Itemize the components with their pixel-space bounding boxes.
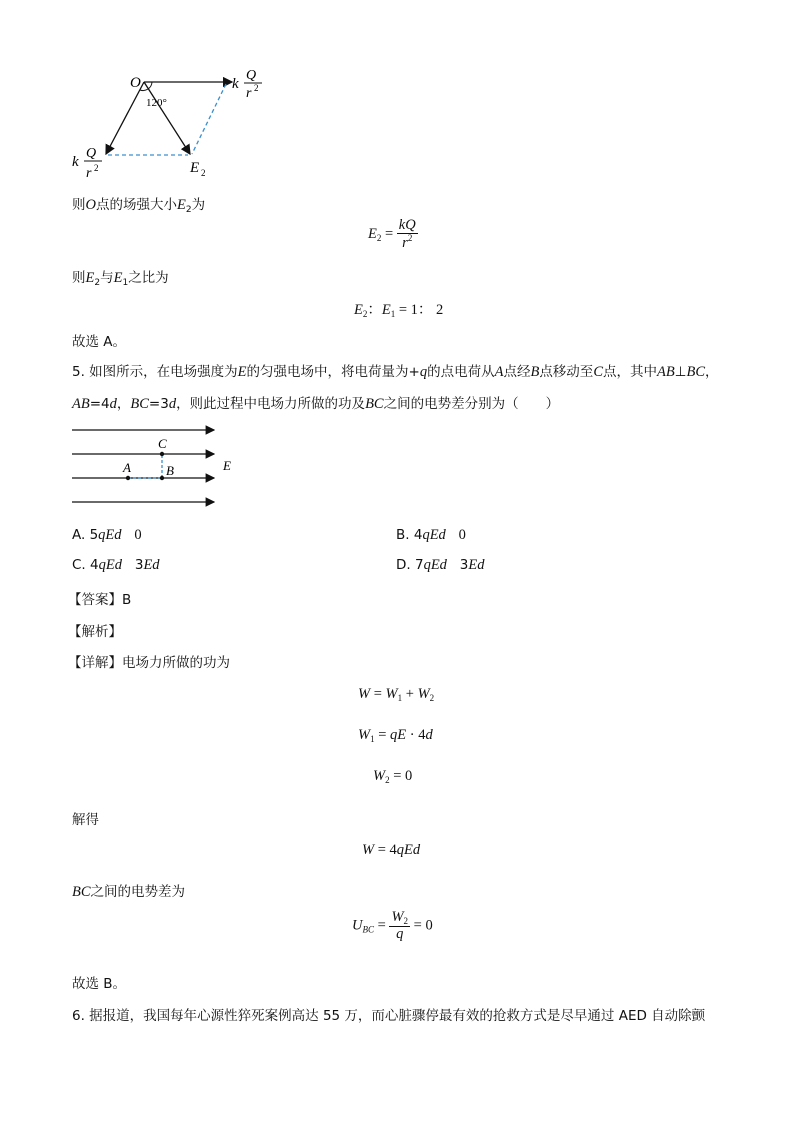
fraction — [397, 218, 418, 251]
q6-stem: 6. 据报道，我国每年心源性猝死案例高达 55 万，而心脏骤停最有效的抢救方式是尽早通过 AED 自动除颤 — [72, 1008, 706, 1024]
text: 之比为 — [128, 270, 169, 286]
q4-answer-line: 故选 A。 — [72, 334, 127, 350]
var-e: E — [381, 302, 391, 318]
equation-w1 — [358, 727, 433, 744]
bc-line — [72, 880, 185, 901]
var-e: E — [85, 270, 95, 286]
var: d — [425, 727, 433, 743]
equation-w2 — [373, 768, 412, 785]
point-b — [160, 476, 164, 480]
var: W — [362, 842, 375, 858]
text: 点移动至 — [539, 364, 594, 380]
subscript: 1 — [390, 309, 396, 319]
subscript: 2 — [376, 233, 382, 244]
equals: = — [381, 226, 397, 243]
var: C — [593, 364, 603, 380]
fraction — [389, 910, 410, 943]
var: qEd — [396, 842, 421, 858]
q5-stem-line2 — [72, 392, 559, 413]
colon: ： — [367, 302, 382, 318]
value: 0 — [134, 527, 142, 543]
text — [122, 527, 135, 543]
subscript: 2 — [362, 309, 368, 319]
var: B — [530, 364, 540, 380]
equals: = — [374, 727, 391, 743]
option-d[interactable] — [396, 557, 485, 574]
var: BC — [130, 396, 149, 412]
var-o: O — [85, 197, 96, 213]
text: 点经 — [503, 364, 531, 380]
subscript: 2 — [185, 205, 192, 215]
text: ，则此过程中电场力所做的功及 — [176, 396, 366, 412]
var: BC — [686, 364, 705, 380]
text: 则 — [72, 197, 86, 213]
var: W — [385, 686, 398, 702]
field-diagram — [68, 420, 248, 515]
dot: · — [406, 727, 419, 743]
text: 为 — [191, 197, 206, 213]
label-a: A — [123, 460, 131, 475]
text: 点，其中 — [602, 364, 657, 380]
rhs: = 0 — [389, 768, 413, 784]
var-e: E — [176, 197, 186, 213]
var: BC — [72, 884, 91, 900]
plus: + — [402, 686, 418, 702]
var: E — [237, 364, 247, 380]
subscript: 2 — [94, 278, 101, 288]
analysis-tag: 【解析】 — [68, 624, 122, 640]
field-diagram-svg — [68, 420, 248, 515]
denominator: q — [396, 926, 404, 943]
label-r-bottom: r — [86, 166, 92, 181]
text — [446, 527, 459, 543]
numerator: kQ — [398, 217, 416, 233]
text: 3 — [121, 557, 144, 573]
q4-line2 — [72, 266, 169, 288]
var: qE — [390, 727, 407, 743]
subscript: 1 — [397, 693, 403, 703]
subscript: 1 — [122, 278, 129, 288]
var: W — [358, 727, 371, 743]
option-label: D. 7 — [396, 557, 424, 573]
numerator: W — [391, 909, 404, 925]
text: 3 — [446, 557, 469, 573]
detail-tag: 【详解】 — [68, 655, 122, 671]
vector-resultant-e2 — [144, 82, 190, 154]
var: d — [109, 396, 117, 412]
var: AB — [656, 364, 675, 380]
var: U — [352, 917, 363, 934]
label-angle: 120° — [146, 97, 167, 109]
q4-ratio-equation — [354, 298, 443, 319]
text: 之间的电势差分别为（ ） — [383, 396, 560, 412]
subscript: BC — [362, 924, 374, 935]
var-e: E — [354, 302, 363, 318]
text: =4 — [89, 396, 110, 412]
label-e2-sub: 2 — [201, 168, 206, 178]
value: Ed — [143, 557, 160, 573]
option-b[interactable] — [396, 527, 466, 544]
label-e-field: E — [223, 458, 231, 473]
vector-diagram — [60, 60, 290, 190]
ratio: = 1： 2 — [395, 302, 444, 318]
expr: qEd — [98, 527, 122, 543]
detail-line — [68, 651, 230, 671]
label-sup-top: 2 — [254, 83, 259, 93]
text: 则 — [72, 270, 86, 286]
equation-w-result — [362, 842, 420, 859]
subscript: 1 — [370, 734, 375, 744]
vector-diagram-svg — [60, 60, 290, 190]
var-e: E — [113, 270, 123, 286]
equation-ubc — [352, 910, 433, 943]
option-a[interactable] — [72, 527, 142, 544]
subscript: 2 — [403, 916, 409, 926]
text: 的匀强电场中，将电荷量为+ — [246, 364, 420, 380]
label-e2: E — [190, 160, 200, 176]
option-c[interactable] — [72, 557, 160, 574]
label-r-top: r — [246, 86, 252, 101]
label-c: C — [158, 436, 167, 451]
var: q — [419, 364, 428, 380]
value: 0 — [458, 527, 466, 543]
subscript: 2 — [385, 775, 390, 785]
text: ， — [705, 364, 719, 380]
point-c — [160, 452, 164, 456]
expr: qEd — [422, 527, 446, 543]
var: BC — [365, 396, 384, 412]
expr: qEd — [423, 557, 447, 573]
answer-tag: 【答案】B — [68, 592, 132, 608]
text: 的点电荷从 — [427, 364, 495, 380]
text: ， — [116, 396, 131, 412]
label-k-top: k — [232, 76, 239, 92]
number: 4 — [418, 727, 426, 743]
option-label: B. 4 — [396, 527, 423, 543]
perp-symbol: ⊥ — [674, 364, 687, 380]
var: d — [168, 396, 177, 412]
var: W — [373, 768, 386, 784]
point-a — [126, 476, 130, 480]
vector-down-left — [106, 82, 144, 154]
text: 点的场强大小 — [95, 197, 177, 213]
text: =3 — [148, 396, 169, 412]
text: 与 — [100, 270, 114, 286]
text: 5. 如图所示，在电场强度为 — [72, 364, 238, 380]
label-sup-bottom: 2 — [94, 163, 99, 173]
superscript: 2 — [407, 233, 413, 244]
q4-equation-e2 — [368, 218, 418, 251]
label-b: B — [166, 463, 174, 478]
option-label: A. 5 — [72, 527, 99, 543]
equation-w-sum — [358, 686, 434, 703]
text: 电场力所做的功为 — [122, 655, 230, 671]
var-e: E — [368, 226, 377, 243]
text: 之间的电势差为 — [90, 884, 186, 900]
q5-answer-line: 故选 B。 — [72, 976, 127, 992]
label-o: O — [130, 75, 141, 91]
denominator: r — [402, 235, 408, 252]
equals: = 4 — [374, 842, 397, 858]
expr: qEd — [98, 557, 122, 573]
dashed-edge-right — [192, 84, 226, 154]
label-q-bottom: Q — [86, 146, 97, 161]
equals: = — [374, 917, 390, 934]
rhs: = 0 — [410, 917, 433, 934]
q4-line1 — [72, 193, 205, 215]
subscript: 2 — [429, 693, 435, 703]
label-q-top: Q — [246, 68, 257, 83]
var: AB — [72, 396, 90, 412]
var: W — [417, 686, 430, 702]
option-label: C. 4 — [72, 557, 99, 573]
var: W — [358, 686, 371, 702]
equals: = — [370, 686, 386, 702]
q5-stem-line1 — [72, 360, 719, 381]
solve-line: 解得 — [72, 812, 99, 828]
value: Ed — [468, 557, 485, 573]
var: A — [494, 364, 504, 380]
label-k-bottom: k — [72, 154, 79, 170]
